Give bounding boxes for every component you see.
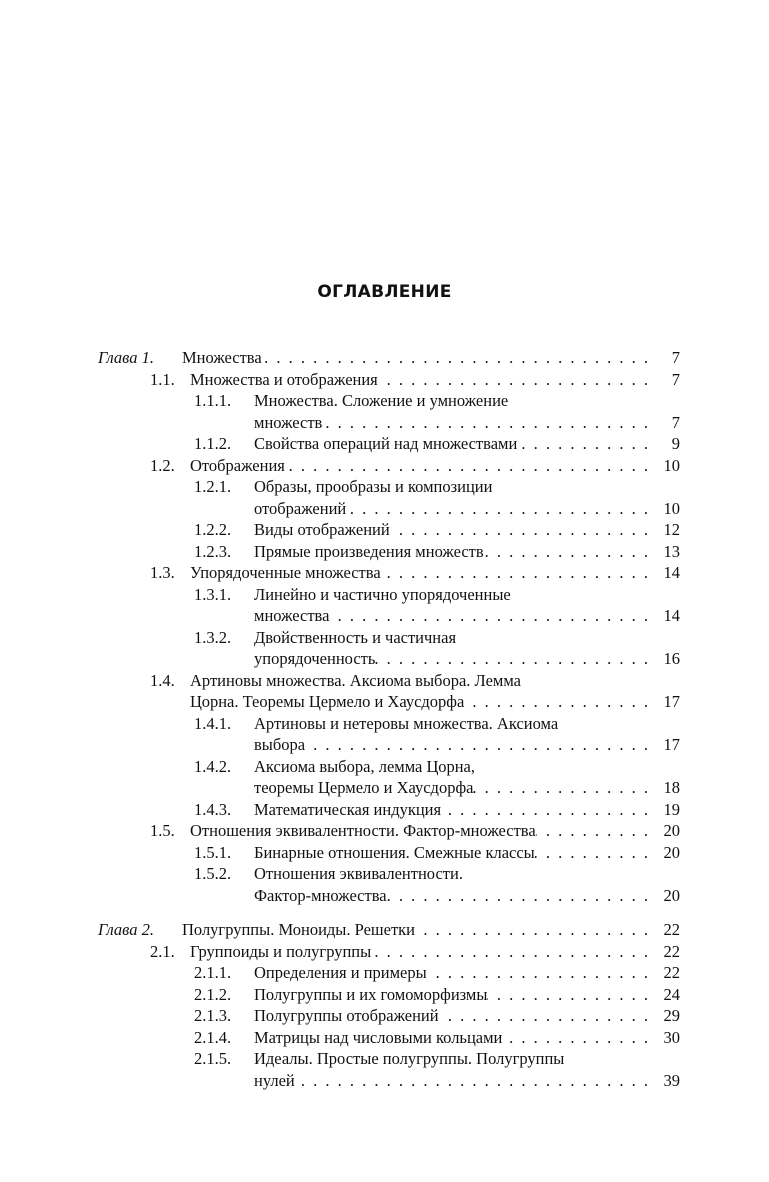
toc-entry-number: 1.2.2. bbox=[194, 520, 232, 539]
toc-page-number: 17 bbox=[663, 692, 680, 711]
toc-entry-title: Математическая индукция bbox=[254, 799, 442, 819]
toc-entry[interactable] bbox=[98, 1027, 680, 1049]
toc-leader-dots bbox=[517, 433, 648, 455]
toc-leader-dots bbox=[484, 541, 648, 563]
toc-leader-dots bbox=[536, 820, 648, 842]
toc-leader-dots bbox=[439, 1005, 648, 1027]
toc-page-number: 7 bbox=[671, 369, 680, 389]
toc-page-number: 20 bbox=[663, 842, 680, 862]
toc-entry-number: 2.1.1. bbox=[194, 963, 232, 982]
toc-entry-title: Полугруппы. Моноиды. Решетки bbox=[182, 920, 415, 939]
toc-entry-number: 1.3.1. bbox=[194, 584, 232, 604]
toc-leader-dots bbox=[378, 369, 648, 391]
toc-entry[interactable] bbox=[98, 919, 680, 941]
toc-entry-title: Свойства операций над множествами bbox=[254, 434, 518, 453]
toc-entry-title: Полугруппы отображений bbox=[254, 1006, 439, 1025]
toc-entry-number: 1.4.1. bbox=[194, 713, 232, 733]
toc-entry-title: Отношения эквивалентности. bbox=[254, 864, 463, 883]
toc-leader-dots bbox=[305, 734, 648, 756]
toc-page-number: 12 bbox=[663, 520, 680, 539]
toc-entry-title: Отношения эквивалентности. Фактор-множества bbox=[190, 821, 536, 840]
toc-page-number: 22 bbox=[663, 941, 680, 961]
toc-entry[interactable] bbox=[98, 984, 680, 1006]
toc-entry[interactable] bbox=[98, 390, 680, 433]
toc-leader-dots bbox=[329, 605, 648, 627]
toc-entry[interactable] bbox=[98, 820, 680, 842]
toc-entry-number: 2.1.2. bbox=[194, 984, 232, 1004]
toc-page-number: 17 bbox=[663, 735, 680, 754]
toc-page-number: 7 bbox=[671, 412, 680, 432]
toc-entry-number: 1.5.1. bbox=[194, 842, 232, 862]
toc-entry-title: Множества. Сложение и умножение bbox=[254, 391, 509, 410]
toc-page-number: 29 bbox=[663, 1006, 680, 1025]
toc-page-number: 13 bbox=[663, 541, 680, 561]
toc-leader-dots bbox=[502, 1027, 648, 1049]
toc-leader-dots bbox=[262, 347, 648, 369]
toc-entry-title: Образы, прообразы и композиции bbox=[254, 477, 493, 496]
toc-entry-title: Отображения bbox=[190, 455, 285, 475]
toc-entry-title: Определения и примеры bbox=[254, 963, 427, 982]
toc-entry-number: 1.3.2. bbox=[194, 627, 232, 647]
toc-leader-dots bbox=[427, 962, 648, 984]
toc-entry[interactable] bbox=[98, 713, 680, 756]
toc-entry-number: 2.1.3. bbox=[194, 1006, 232, 1025]
toc-entry[interactable] bbox=[98, 433, 680, 455]
toc-entry-title: Линейно и частично упорядоченные bbox=[254, 584, 511, 604]
toc-entry[interactable] bbox=[98, 799, 680, 821]
toc-page-number: 19 bbox=[663, 799, 680, 819]
toc-entry-number: 1.5.2. bbox=[194, 864, 232, 883]
toc-entry-number: Глава 1. bbox=[98, 348, 154, 367]
toc-entry[interactable] bbox=[98, 1005, 680, 1027]
toc-entry[interactable] bbox=[98, 562, 680, 584]
toc-page-number: 10 bbox=[663, 498, 680, 518]
toc-entry-title: Матрицы над числовыми кольцами bbox=[254, 1027, 503, 1047]
toc-page-number: 30 bbox=[663, 1027, 680, 1047]
toc-entry-title: Фактор-множества bbox=[254, 885, 387, 905]
toc-leader-dots bbox=[441, 799, 648, 821]
toc-entry[interactable] bbox=[98, 842, 680, 864]
toc-entry-number: 1.2.1. bbox=[194, 477, 232, 496]
toc-leader-dots bbox=[390, 519, 648, 541]
toc-entry-title: Цорна. Теоремы Цермело и Хаусдорфа bbox=[190, 692, 465, 711]
toc-entry-number: 1.4.2. bbox=[194, 756, 232, 776]
toc-entry-number: 2.1. bbox=[150, 941, 175, 961]
toc-entry-title: Двойственность и частичная bbox=[254, 627, 457, 647]
toc-entry-number: 1.2.3. bbox=[194, 541, 232, 561]
toc-leader-dots bbox=[464, 691, 648, 713]
toc-entry[interactable] bbox=[98, 519, 680, 541]
toc-entry-title: Множества и отображения bbox=[190, 369, 378, 389]
toc-entry-number: Глава 2. bbox=[98, 920, 154, 939]
toc-leader-dots bbox=[535, 842, 648, 864]
toc-entry[interactable] bbox=[98, 1048, 680, 1091]
toc-entry-number: 1.2. bbox=[150, 455, 175, 475]
toc-page-number: 9 bbox=[671, 434, 680, 453]
toc-page-number: 7 bbox=[671, 348, 680, 367]
toc-entry[interactable] bbox=[98, 541, 680, 563]
toc-page-number: 39 bbox=[663, 1070, 680, 1090]
toc-page-number: 20 bbox=[663, 885, 680, 905]
toc-leader-dots bbox=[371, 941, 648, 963]
toc-entry-title: отображений bbox=[254, 498, 347, 518]
toc-entry-title: Прямые произведения множеств bbox=[254, 541, 484, 561]
toc-entry-title: выбора bbox=[254, 735, 306, 754]
toc-entry-title: Аксиома выбора, лемма Цорна, bbox=[254, 756, 475, 776]
toc-leader-dots bbox=[487, 984, 648, 1006]
toc-leader-dots bbox=[387, 885, 648, 907]
toc-entry-title: Идеалы. Простые полугруппы. Полугруппы bbox=[254, 1049, 565, 1068]
toc-page-number: 20 bbox=[663, 821, 680, 840]
toc-entry-title: множеств bbox=[254, 412, 323, 432]
toc-page-number: 16 bbox=[663, 649, 680, 668]
toc-entry[interactable] bbox=[98, 584, 680, 627]
toc-entry-title: Артиновы и нетеровы множества. Аксиома bbox=[254, 713, 559, 733]
toc-page-number: 14 bbox=[663, 563, 680, 582]
toc-entry-title: Полугруппы и их гомоморфизмы bbox=[254, 984, 488, 1004]
toc-entry-title: упорядоченность bbox=[254, 649, 376, 668]
toc-page-number: 14 bbox=[663, 606, 680, 625]
toc-page-number: 18 bbox=[663, 778, 680, 797]
toc-entry-title: Виды отображений bbox=[254, 520, 390, 539]
toc-entry[interactable] bbox=[98, 941, 680, 963]
toc-leader-dots bbox=[346, 498, 648, 520]
toc-entry[interactable] bbox=[98, 347, 680, 369]
toc-entry[interactable] bbox=[98, 369, 680, 391]
toc-leader-dots bbox=[375, 648, 648, 670]
toc-entry[interactable] bbox=[98, 476, 680, 519]
toc-entry-number: 1.1. bbox=[150, 369, 175, 389]
toc-leader-dots bbox=[322, 412, 648, 434]
toc-entry-number: 1.1.2. bbox=[194, 434, 232, 453]
toc-entry[interactable] bbox=[98, 756, 680, 799]
toc-entry-title: Группоиды и полугруппы bbox=[190, 941, 372, 961]
toc-entry-number: 1.3. bbox=[150, 563, 175, 582]
toc-leader-dots bbox=[285, 455, 648, 477]
toc-entry-number: 2.1.4. bbox=[194, 1027, 232, 1047]
toc-entry-title: теоремы Цермело и Хаусдорфа bbox=[254, 778, 474, 797]
toc-leader-dots bbox=[295, 1070, 648, 1092]
toc-entry[interactable] bbox=[98, 962, 680, 984]
toc-page-number: 24 bbox=[663, 984, 680, 1004]
page-title: ОГЛАВЛЕНИЕ bbox=[317, 282, 452, 302]
toc-leader-dots bbox=[415, 919, 648, 941]
toc-entry-title: Упорядоченные множества bbox=[190, 563, 381, 582]
toc-entry[interactable] bbox=[98, 455, 680, 477]
toc-entry-title: Артиновы множества. Аксиома выбора. Лемма bbox=[190, 670, 522, 690]
toc-entry-title: Бинарные отношения. Смежные классы bbox=[254, 842, 535, 862]
toc-page-number: 22 bbox=[663, 963, 680, 982]
table-of-contents bbox=[98, 347, 680, 1091]
toc-entry-number: 1.5. bbox=[150, 821, 175, 840]
toc-page-number: 10 bbox=[663, 455, 680, 475]
toc-entry-number: 2.1.5. bbox=[194, 1049, 232, 1068]
toc-entry[interactable] bbox=[98, 670, 680, 713]
toc-entry-number: 1.4.3. bbox=[194, 799, 232, 819]
toc-entry[interactable] bbox=[98, 863, 680, 906]
toc-entry[interactable] bbox=[98, 627, 680, 670]
toc-entry-number: 1.4. bbox=[150, 670, 175, 690]
toc-leader-dots bbox=[473, 777, 648, 799]
toc-entry-title: нулей bbox=[254, 1070, 295, 1090]
toc-page-number: 22 bbox=[663, 920, 680, 939]
toc-leader-dots bbox=[381, 562, 648, 584]
toc-entry-title: множества bbox=[254, 606, 330, 625]
toc-entry-number: 1.1.1. bbox=[194, 391, 232, 410]
toc-entry-title: Множества bbox=[182, 348, 262, 367]
